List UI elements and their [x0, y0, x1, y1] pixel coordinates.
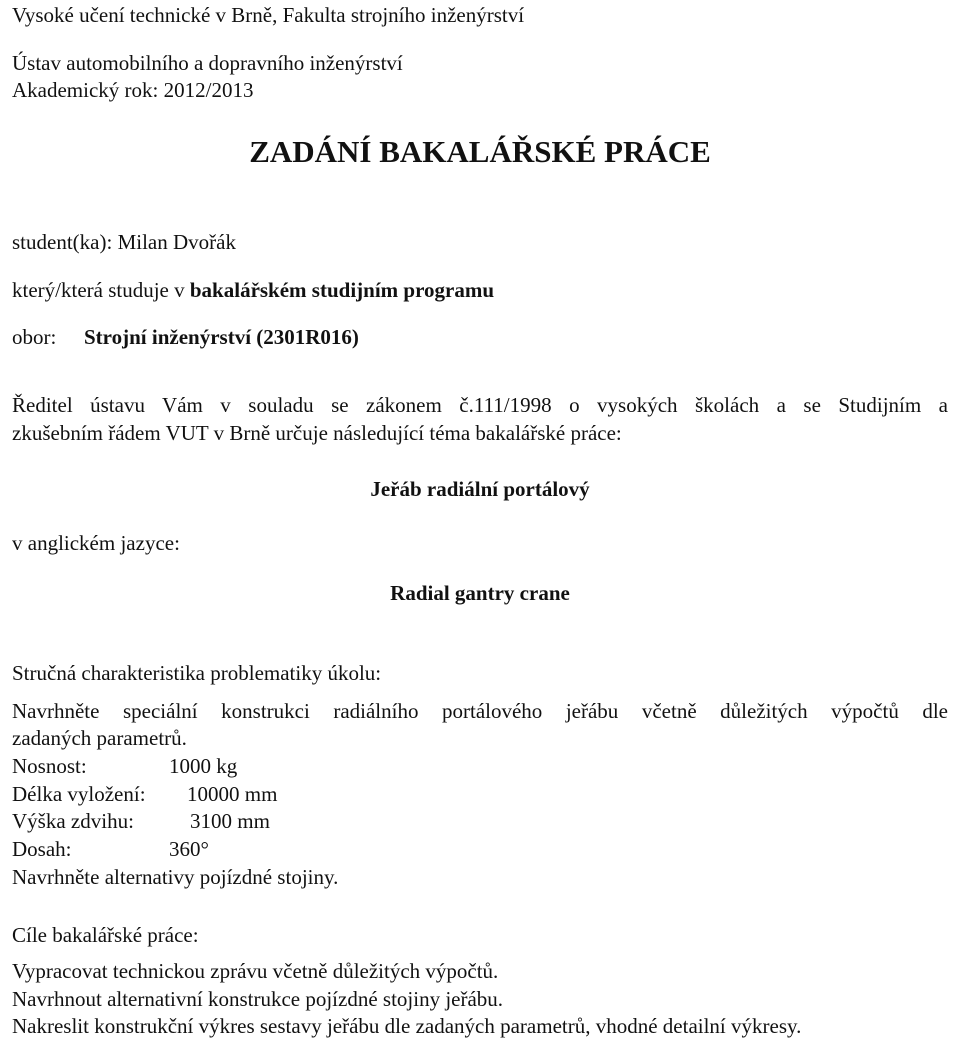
param-row — [12, 753, 238, 780]
program-line — [12, 277, 494, 304]
directive-line-2: zkušebním řádem VUT v Brně určuje následující téma bakalářské práce: — [12, 421, 622, 445]
student-label: student(ka): — [12, 230, 113, 254]
topic-czech: Jeřáb radiální portálový — [370, 477, 590, 501]
goals-heading: Cíle bakalářské práce: — [12, 923, 199, 947]
goal-item: Nakreslit konstrukční výkres sestavy jeřábu dle zadaných parametrů, vhodné detailní výkresy. — [12, 1014, 802, 1038]
field-name: Strojní inženýrství (2301R016) — [84, 325, 359, 349]
topic-english: Radial gantry crane — [390, 581, 570, 605]
param-value: 3100 mm — [190, 809, 270, 833]
param-value: 360° — [169, 837, 209, 861]
characteristics-line-2: zadaných parametrů. — [12, 726, 187, 750]
characteristics-heading: Stručná charakteristika problematiky úkolu: — [12, 661, 382, 685]
page-title: ZADÁNÍ BAKALÁŘSKÉ PRÁCE — [249, 134, 711, 169]
param-row — [12, 781, 278, 808]
param-label: Výška zdvihu: — [12, 809, 134, 833]
field-label: obor: — [12, 325, 57, 349]
param-label: Délka vyložení: — [12, 782, 146, 806]
param-row — [12, 808, 270, 835]
goal-item: Vypracovat technickou zprávu včetně důležitých výpočtů. — [12, 959, 499, 983]
program-prefix: který/která studuje v — [12, 278, 185, 302]
student-name: Milan Dvořák — [117, 230, 236, 254]
field-line — [12, 324, 359, 351]
param-label: Nosnost: — [12, 754, 87, 778]
param-value: 1000 kg — [169, 754, 238, 778]
goal-item: Navrhnout alternativní konstrukce pojízdné stojiny jeřábu. — [12, 987, 504, 1011]
characteristics-closing: Navrhněte alternativy pojízdné stojiny. — [12, 865, 339, 889]
academic-year-line: Akademický rok: 2012/2013 — [12, 78, 254, 102]
student-line — [12, 229, 236, 256]
param-value: 10000 mm — [187, 782, 278, 806]
param-label: Dosah: — [12, 837, 72, 861]
institute-line: Ústav automobilního a dopravního inženýrství — [12, 51, 403, 75]
param-row — [12, 836, 209, 863]
directive-line-1: Ředitel ústavu Vám v souladu se zákonem č.111/1998 o vysokých školách a se Studijním a — [12, 393, 948, 417]
program-name: bakalářském studijním programu — [189, 278, 495, 302]
english-label: v anglickém jazyce: — [12, 531, 180, 555]
characteristics-line-1: Navrhněte speciální konstrukci radiálního portálového jeřábu včetně důležitých výpočtů dle — [12, 699, 948, 723]
university-line: Vysoké učení technické v Brně, Fakulta strojního inženýrství — [12, 3, 525, 27]
